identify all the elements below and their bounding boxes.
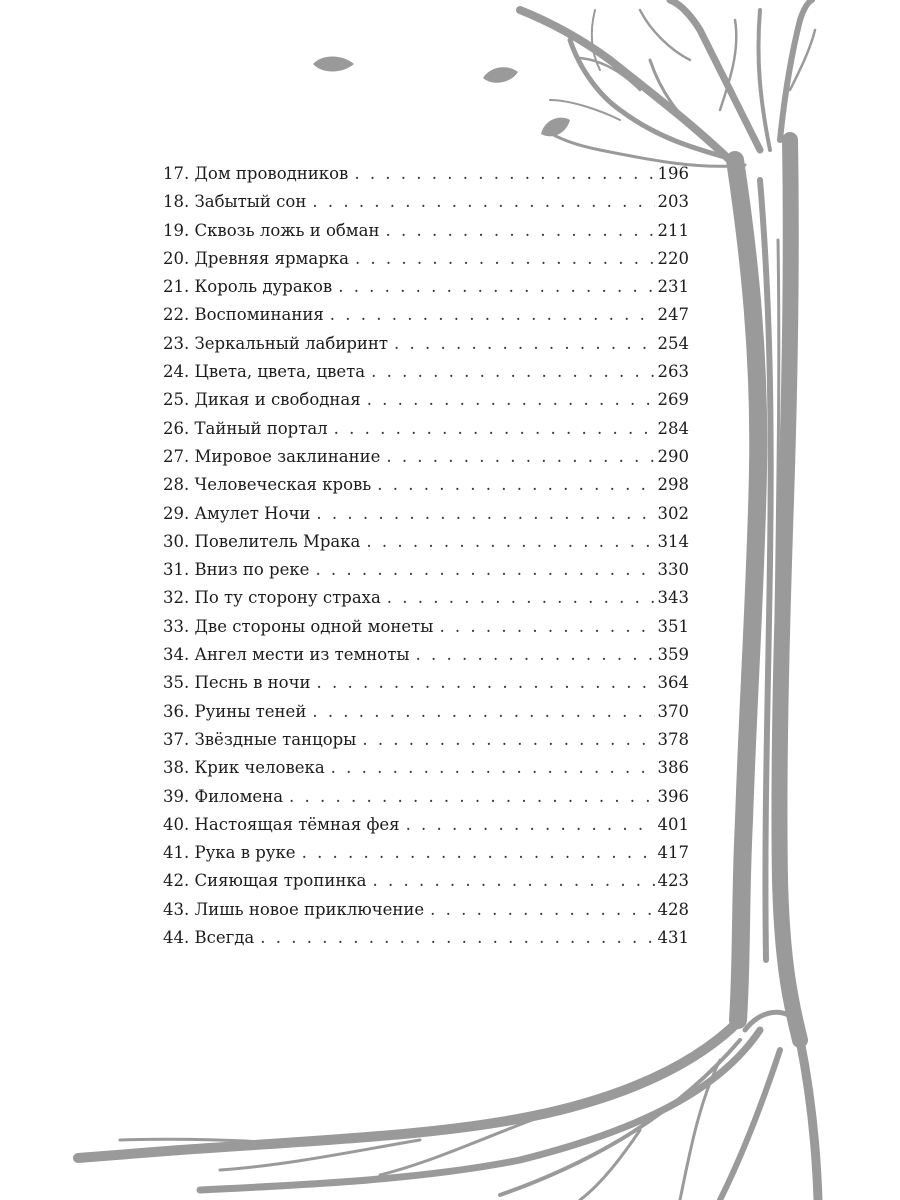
toc-entry-page: 302 [657,503,689,523]
toc-leader-dots [386,443,654,471]
toc-entry-page: 290 [657,446,689,466]
toc-entry-page: 269 [657,390,689,410]
toc-entry-page: 396 [657,786,689,806]
toc-entry-page: 220 [657,248,689,268]
toc-entry[interactable] [163,698,689,726]
toc-entry-title: 22. Воспоминания [163,305,324,325]
toc-leader-dots [302,839,655,867]
toc-entry[interactable] [163,500,689,528]
toc-entry[interactable] [163,528,689,556]
toc-leader-dots [394,330,654,358]
toc-entry-page: 298 [657,475,689,495]
toc-entry[interactable] [163,415,689,443]
toc-entry[interactable] [163,358,689,386]
toc-entry[interactable] [163,443,689,471]
toc-leader-dots [416,641,655,669]
toc-entry-title: 32. По ту сторону страха [163,588,381,608]
toc-entry-page: 203 [657,192,689,212]
toc-entry[interactable] [163,839,689,867]
toc-leader-dots [338,273,654,301]
toc-entry-title: 38. Крик человека [163,758,325,778]
toc-entry[interactable] [163,273,689,301]
leaf-icon [483,67,518,83]
toc-entry[interactable] [163,245,689,273]
toc-entry-title: 25. Дикая и свободная [163,390,361,410]
toc-leader-dots [406,811,655,839]
toc-entry-title: 21. Король дураков [163,277,333,297]
toc-entry-title: 17. Дом проводников [163,164,349,183]
toc-entry-title: 18. Забытый сон [163,192,307,212]
toc-entry[interactable] [163,924,689,952]
table-of-contents [163,160,689,952]
toc-entry-page: 378 [657,729,689,749]
toc-leader-dots [289,783,654,811]
toc-entry-title: 41. Рука в руке [163,843,296,863]
toc-entry-page: 370 [657,701,689,721]
toc-entry-title: 24. Цвета, цвета, цвета [163,362,366,382]
toc-leader-dots [315,556,654,584]
toc-entry-title: 27. Мировое заклинание [163,446,381,466]
toc-entry[interactable] [163,867,689,895]
toc-leader-dots [334,415,655,443]
toc-entry-title: 36. Руины теней [163,701,307,721]
toc-leader-dots [316,500,654,528]
toc-leader-dots [439,613,654,641]
toc-entry-title: 37. Звёздные танцоры [163,729,357,749]
toc-entry-page: 417 [657,843,689,863]
toc-leader-dots [312,188,654,216]
toc-entry-page: 343 [657,588,689,608]
toc-entry-title: 40. Настоящая тёмная фея [163,814,400,834]
toc-entry-title: 28. Человеческая кровь [163,475,372,495]
toc-entry[interactable] [163,726,689,754]
leaf-icon [541,118,570,137]
toc-leader-dots [331,754,655,782]
toc-entry[interactable] [163,584,689,612]
toc-entry[interactable] [163,160,689,188]
toc-entry-title: 39. Филомена [163,786,284,806]
toc-leader-dots [330,301,655,329]
toc-entry[interactable] [163,188,689,216]
toc-leader-dots [260,924,654,952]
toc-entry-page: 330 [657,560,689,580]
toc-entry-page: 284 [657,418,689,438]
toc-entry[interactable] [163,556,689,584]
toc-leader-dots [377,471,654,499]
toc-leader-dots [355,245,655,273]
toc-leader-dots [371,358,654,386]
toc-entry-title: 26. Тайный портал [163,418,328,438]
toc-entry[interactable] [163,613,689,641]
toc-leader-dots [367,386,655,414]
toc-entry[interactable] [163,330,689,358]
toc-entry[interactable] [163,641,689,669]
tree-root [78,1020,740,1158]
toc-entry-title: 19. Сквозь ложь и обман [163,220,380,240]
toc-entry-page: 263 [657,362,689,382]
toc-entry-title: 30. Повелитель Мрака [163,531,361,551]
toc-entry-page: 196 [657,164,689,183]
toc-leader-dots [312,698,654,726]
toc-entry[interactable] [163,754,689,782]
toc-entry[interactable] [163,669,689,697]
toc-entry-page: 364 [657,673,689,693]
tree-branch [520,10,740,170]
toc-entry[interactable] [163,811,689,839]
toc-leader-dots [430,896,654,924]
toc-entry-title: 20. Древняя ярмарка [163,248,349,268]
toc-entry-page: 401 [657,814,689,834]
toc-entry-title: 42. Сияющая тропинка [163,871,367,891]
toc-entry-title: 35. Песнь в ночи [163,673,311,693]
toc-leader-dots [387,584,655,612]
toc-leader-dots [366,528,654,556]
toc-entry-page: 351 [657,616,689,636]
toc-entry-page: 231 [657,277,689,297]
toc-entry-title: 29. Амулет Ночи [163,503,311,523]
toc-entry-title: 31. Вниз по реке [163,560,310,580]
toc-leader-dots [385,217,654,245]
toc-entry[interactable] [163,896,689,924]
toc-entry-title: 34. Ангел мести из темноты [163,645,410,665]
toc-entry-title: 33. Две стороны одной монеты [163,616,434,636]
tree-trunk [735,160,758,1020]
toc-leader-dots [372,867,654,895]
toc-entry-page: 428 [657,899,689,919]
toc-leader-dots [354,160,654,188]
toc-entry-page: 359 [657,645,689,665]
toc-entry-page: 254 [657,333,689,353]
toc-entry-page: 314 [657,531,689,551]
toc-entry-page: 386 [657,758,689,778]
toc-leader-dots [316,669,654,697]
toc-entry[interactable] [163,783,689,811]
toc-entry[interactable] [163,386,689,414]
toc-entry[interactable] [163,217,689,245]
toc-entry-page: 211 [657,220,689,240]
toc-entry-page: 423 [657,871,689,891]
toc-entry-title: 23. Зеркальный лабиринт [163,333,389,353]
toc-entry[interactable] [163,301,689,329]
toc-entry-page: 431 [657,928,689,948]
toc-entry-title: 44. Всегда [163,928,255,948]
toc-leader-dots [362,726,654,754]
leaf-icon [313,57,354,72]
toc-entry[interactable] [163,471,689,499]
toc-entry-title: 43. Лишь новое приключение [163,899,425,919]
toc-entry-page: 247 [657,305,689,325]
